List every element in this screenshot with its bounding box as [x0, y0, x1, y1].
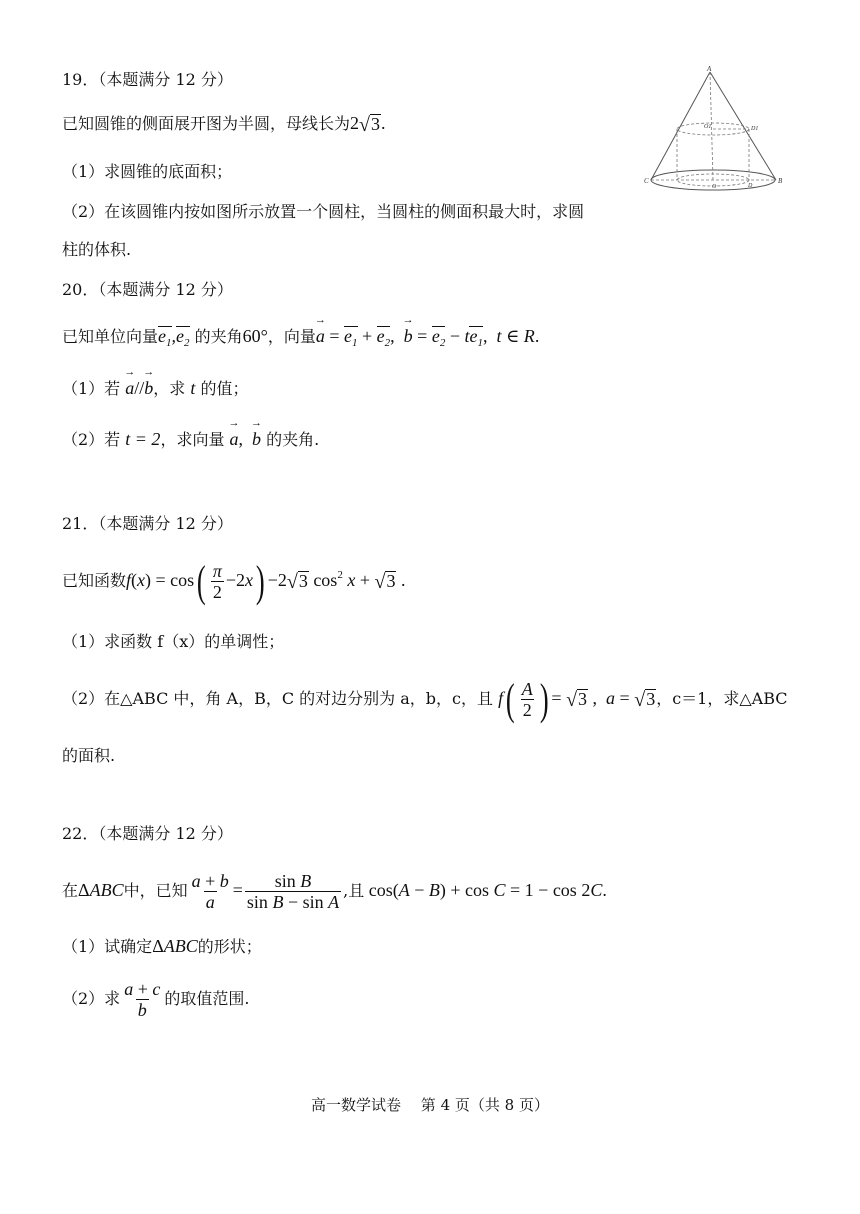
q19-sqrt: √ 3	[359, 113, 380, 136]
q19-part2-line2: 柱的体积.	[62, 240, 132, 259]
figure-label-a: A	[707, 65, 712, 73]
q20-stem: 已知单位向量$e_1,e_2$ 的夹角60°，向量→ $a = e_1 + e_2$, → $b = e_2 - te_1$, t ∈ R.	[62, 326, 539, 347]
q20-part1-text-a: （1）若	[62, 379, 121, 398]
q22-cos-equation: cos(A − B) + cos C = 1 − cos 2C.	[364, 880, 607, 900]
q22-part2-text-a: （2）求	[62, 989, 121, 1008]
q19-part1: （1）求圆锥的底面积；	[62, 162, 233, 181]
q19-sqrt-radicand: 3	[371, 113, 380, 134]
q20-stem-text-c: ，向量	[267, 327, 316, 346]
q22-part1-text-a: （1）试确定	[62, 937, 153, 956]
q20-header: 20．（本题满分 12 分）	[62, 280, 233, 299]
q22-part1-triangle: ΔABC	[152, 936, 198, 956]
q19-stem-end: .	[381, 113, 386, 133]
q20-domain: t ∈ R	[496, 326, 535, 346]
q20-angle: 60°	[242, 326, 268, 346]
q21-part2	[62, 676, 788, 722]
q20-parallel-condition: → a//→ b	[125, 378, 153, 398]
q21-function-formula: f(x) = cos( $\frac{\pi}{2}$ −2x) −2 √ 3 $\cos^2 x$ + √ 3 .	[126, 556, 406, 606]
q19-stem	[62, 113, 386, 136]
q19-part2-line1: （2）在该圆锥内按如图所示放置一个圆柱，当圆柱的侧面积最大时，求圆	[62, 202, 585, 221]
q20-part2	[62, 429, 319, 450]
figure-label-o1: O1	[704, 124, 712, 130]
q20-unit-vectors: $e_1,e_2$	[158, 326, 190, 349]
q22-part1-text-b: 的形状；	[197, 937, 262, 956]
q22-part1	[62, 936, 262, 957]
q22-stem	[62, 866, 607, 915]
q22-part2-text-b: 的取值范围.	[164, 989, 250, 1008]
q21-header: 21．（本题满分 12 分）	[62, 514, 233, 533]
q21-part1: （1）求函数 f（x）的单调性；	[62, 632, 285, 651]
q20-stem-text-a: 已知单位向量	[62, 327, 159, 346]
q22-stem-text-a: 在	[62, 881, 79, 900]
q20-part1: （1）若 → a//→ b，求 t 的值；	[62, 378, 249, 399]
q20-part2-vectors: → a, → b	[230, 429, 262, 449]
q20-part1-text-c: 的值；	[200, 379, 249, 398]
q19-stem-text: 已知圆锥的侧面展开图为半圆，母线长为	[62, 114, 351, 133]
q20-part2-text-b: ，求向量	[160, 430, 225, 449]
q21-part2-text-a: （2）在△ABC 中，角 A，B，C 的对边分别为 a，b，c，且	[62, 689, 493, 708]
q21-part2-condition: f( $\frac{A}{2}$ ) = √ 3 , a = √ 3	[498, 674, 656, 724]
q20-vector-defs: → $a = e_1 + e_2$, → $b = e_2 - te_1$,	[316, 326, 497, 346]
q22-part2	[62, 974, 249, 1023]
q20-part2-text-a: （2）若	[62, 430, 121, 449]
q20-part2-text-c: 的夹角.	[266, 430, 320, 449]
q22-ratio-equation: $\frac{a + b}{a}$ = $\frac{\text{sin B}}{\text{sin B − sin A}}$	[191, 871, 340, 913]
cone-cylinder-figure	[640, 62, 790, 192]
q21-stem	[62, 558, 405, 604]
q20-stem-text-b: 的夹角	[194, 327, 243, 346]
q22-stem-text-b: 中，已知	[123, 881, 188, 900]
figure-label-d: D	[748, 183, 753, 189]
figure-label-c: C	[644, 177, 649, 185]
figure-label-o: O	[712, 184, 717, 190]
q21-part2-tail: 的面积.	[62, 746, 116, 765]
q19-header: 19．（本题满分 12 分）	[62, 70, 233, 89]
q19-stem-value: 2	[350, 113, 360, 133]
figure-label-d1: D1	[751, 126, 759, 132]
q22-triangle: ΔABC	[78, 880, 124, 900]
q21-part2-text-b: ，c＝1，求△ABC	[656, 689, 788, 708]
q20-part1-text-b: ，求	[153, 379, 186, 398]
q22-part2-fraction: $\frac{a + c}{b}$	[124, 979, 161, 1021]
q21-stem-text: 已知函数	[62, 571, 127, 590]
page-footer: 高一数学试卷 第 4 页（共 8 页）	[311, 1096, 549, 1114]
figure-label-b: B	[778, 177, 783, 185]
q22-stem-text-c: ,且	[343, 881, 365, 900]
q20-part2-condition: t = 2	[125, 429, 161, 449]
q22-header: 22．（本题满分 12 分）	[62, 824, 233, 843]
